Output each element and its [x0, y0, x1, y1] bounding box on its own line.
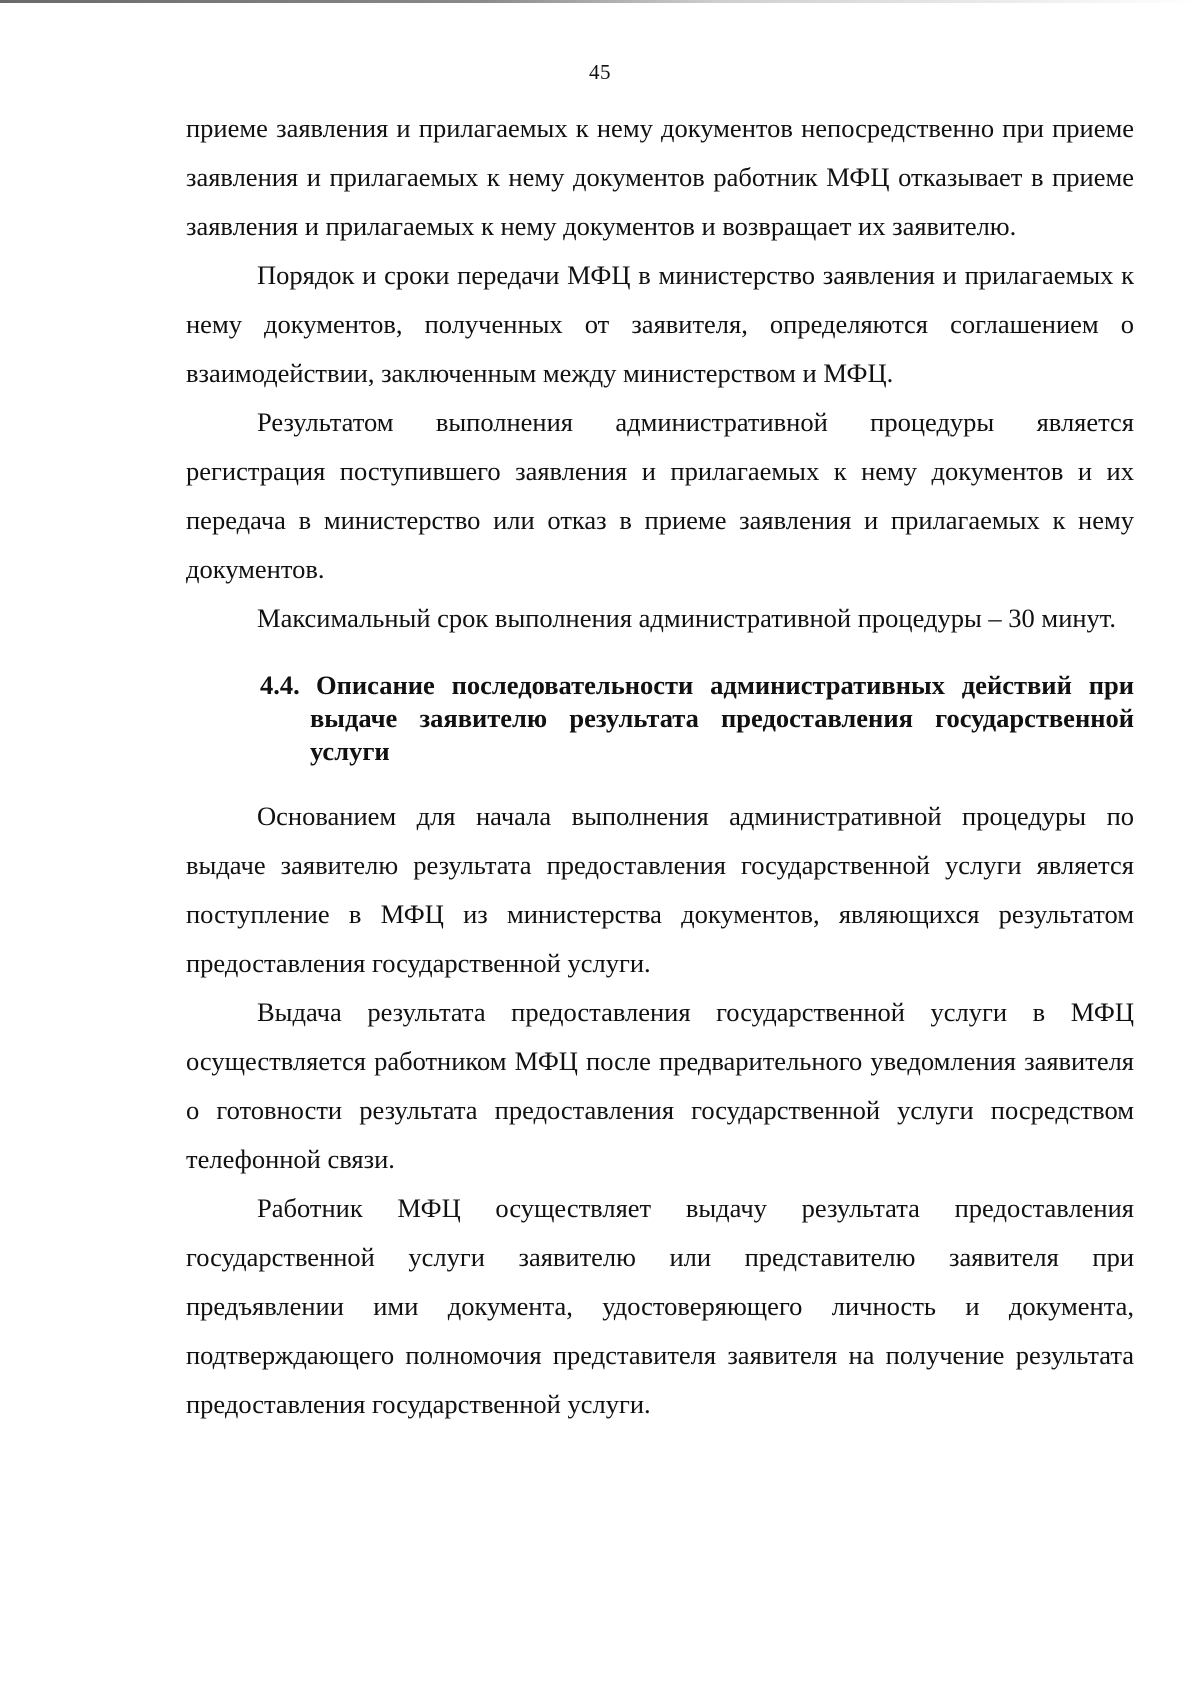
- paragraph-transfer-procedure: Порядок и сроки передачи МФЦ в министерство заявления и прилагаемых к нему документов, полученных от заявителя, определяются соглашением о взаимодействии, заключенным между министерством и МФЦ.: [186, 260, 1134, 388]
- paragraph-continuation: приеме заявления и прилагаемых к нему документов непосредственно при приеме заявления и прилагаемых к нему документов работник МФЦ отказывает в приеме заявления и прилагаемых к нему документов и возвращает их заявителю.: [186, 113, 1134, 241]
- scan-edge: [0, 0, 1200, 3]
- section-heading: [186, 669, 1134, 768]
- document-body: [186, 104, 1134, 1429]
- paragraph-issuance: Выдача результата предоставления государственной услуги в МФЦ осуществляется работником МФЦ после предварительного уведомления заявителя о готовности результата предоставления государственной услуги посредством телефонной связи.: [186, 997, 1134, 1174]
- section-number: 4.4.: [260, 670, 300, 700]
- section-title: Описание последовательности административных действий при выдаче заявителю результата предоставления государственной услуги: [310, 670, 1134, 766]
- paragraph-result: Результатом выполнения административной процедуры является регистрация поступившего заявления и прилагаемых к нему документов и их передача в министерство или отказ в приеме заявления и прилагаемых к нему документов.: [186, 407, 1134, 584]
- paragraph-max-time: Максимальный срок выполнения административной процедуры – 30 минут.: [257, 603, 1117, 633]
- page-number: 45: [589, 60, 611, 84]
- paragraph-basis: Основанием для начала выполнения административной процедуры по выдаче заявителю результата предоставления государственной услуги является поступление в МФЦ из министерства документов, являющихся результатом предоставления государственной услуги.: [186, 801, 1134, 978]
- paragraph-worker-issues: Работник МФЦ осуществляет выдачу результата предоставления государственной услуги заявителю или представителю заявителя при предъявлении ими документа, удостоверяющего личность и документа, подтверждающего полномочия представителя заявителя на получение результата предоставления государственной услуги.: [186, 1193, 1134, 1419]
